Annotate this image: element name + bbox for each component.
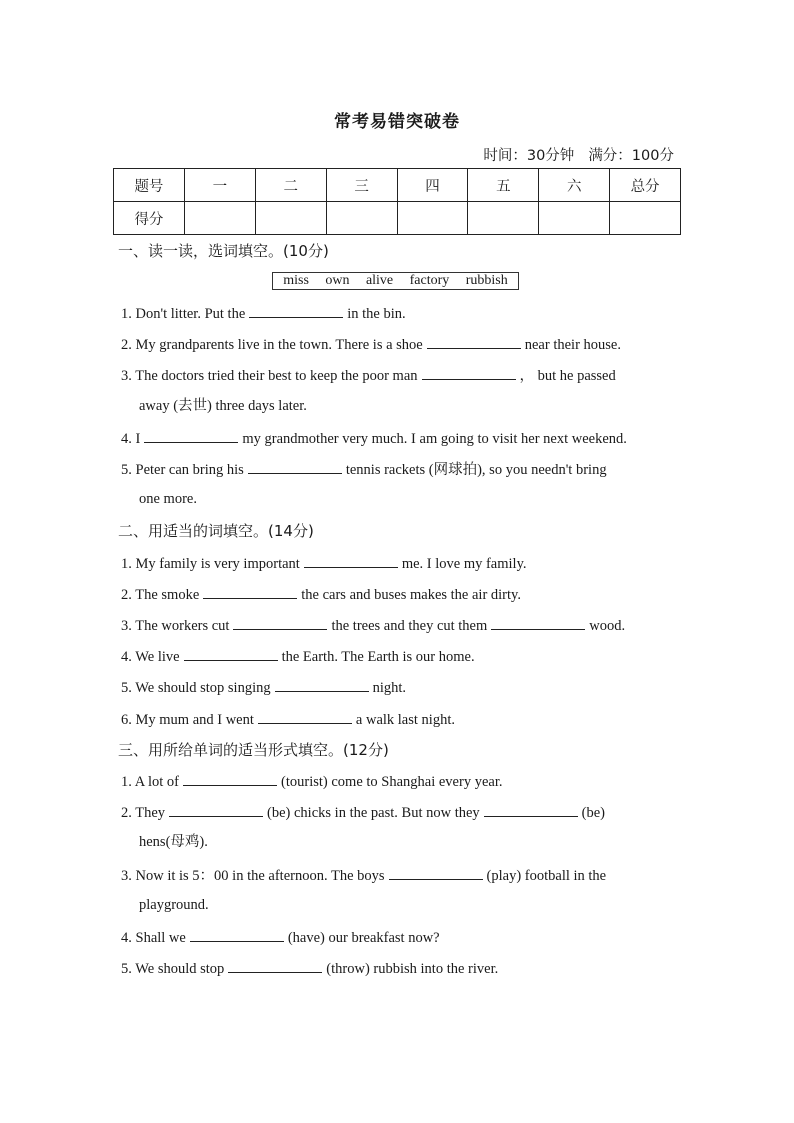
- word-bank-item: rubbish: [465, 273, 508, 288]
- s2-question-2: [121, 584, 673, 604]
- question-text: 5. We should stop: [121, 961, 225, 977]
- question-text: night.: [372, 680, 407, 696]
- section2-heading: 二、用适当的词填空。(14分): [118, 522, 314, 540]
- score-table: [113, 168, 681, 235]
- question-text: the trees and they cut them: [331, 618, 488, 634]
- s1-question-1: [121, 303, 673, 323]
- question-text: (be): [581, 805, 605, 821]
- answer-blank[interactable]: [427, 334, 521, 349]
- header-cell: 六: [539, 169, 610, 202]
- score-table-score-row: [114, 202, 681, 235]
- question-text: 3. Now it is 5：00 in the afternoon. The boys: [121, 868, 385, 884]
- header-cell: 五: [468, 169, 539, 202]
- question-text: near their house.: [524, 337, 621, 353]
- question-text: (tourist) come to Shanghai every year.: [281, 774, 503, 790]
- question-text: me. I love my family.: [401, 556, 527, 572]
- score-cell[interactable]: [539, 202, 610, 235]
- score-label-cell: 得分: [114, 202, 185, 235]
- header-cell: 三: [326, 169, 397, 202]
- question-text: 4. Shall we: [121, 930, 186, 946]
- score-cell[interactable]: [255, 202, 326, 235]
- section1-heading: 一、读一读，选词填空。(10分): [118, 242, 329, 260]
- answer-blank[interactable]: [275, 677, 369, 692]
- question-text: 2. My grandparents live in the town. There is a shoe: [121, 337, 423, 353]
- answer-blank[interactable]: [184, 646, 278, 661]
- answer-blank[interactable]: [422, 365, 516, 380]
- header-cell: 一: [184, 169, 255, 202]
- s3-question-2-cont: hens(母鸡).: [139, 834, 208, 850]
- word-bank-item: factory: [409, 273, 450, 288]
- question-text: (play) football in the: [486, 868, 607, 884]
- answer-blank[interactable]: [258, 709, 352, 724]
- header-cell: 四: [397, 169, 468, 202]
- score-cell[interactable]: [326, 202, 397, 235]
- answer-blank[interactable]: [203, 584, 297, 599]
- page-title: 常考易错突破卷: [334, 112, 460, 132]
- question-text: 3. The workers cut: [121, 618, 230, 634]
- s3-question-5: [121, 958, 673, 978]
- answer-blank[interactable]: [491, 615, 585, 630]
- score-cell[interactable]: [468, 202, 539, 235]
- header-cell: 题号: [114, 169, 185, 202]
- answer-blank[interactable]: [249, 303, 343, 318]
- question-text: (throw) rubbish into the river.: [326, 961, 499, 977]
- question-text: 4. We live: [121, 649, 180, 665]
- question-text: in the bin.: [347, 306, 406, 322]
- s3-question-4: [121, 927, 673, 947]
- answer-blank[interactable]: [144, 428, 238, 443]
- time-limit: 时间：30分钟: [483, 148, 575, 164]
- s2-question-4: [121, 646, 673, 666]
- question-text: 1. Don't litter. Put the: [121, 306, 246, 322]
- answer-blank[interactable]: [169, 802, 263, 817]
- s1-question-5-cont: one more.: [139, 491, 197, 507]
- question-text: 1. My family is very important: [121, 556, 300, 572]
- question-text: the Earth. The Earth is our home.: [281, 649, 475, 665]
- s1-question-4: [121, 428, 673, 448]
- s1-question-5: [121, 459, 673, 479]
- question-text: 5. We should stop singing: [121, 680, 271, 696]
- score-table-header-row: [114, 169, 681, 202]
- s3-question-1: [121, 771, 673, 791]
- s2-question-6: [121, 709, 673, 729]
- s2-question-3: [121, 615, 673, 635]
- question-text: (be) chicks in the past. But now they: [267, 805, 480, 821]
- question-text: my grandmother very much. I am going to visit her next weekend.: [242, 431, 627, 447]
- header-cell: 二: [255, 169, 326, 202]
- header-cell: 总分: [610, 169, 681, 202]
- s1-question-2: [121, 334, 673, 354]
- answer-blank[interactable]: [389, 865, 483, 880]
- answer-blank[interactable]: [190, 927, 284, 942]
- question-text: the cars and buses makes the air dirty.: [301, 587, 521, 603]
- s2-question-1: [121, 553, 673, 573]
- answer-blank[interactable]: [484, 802, 578, 817]
- score-cell[interactable]: [184, 202, 255, 235]
- score-cell[interactable]: [397, 202, 468, 235]
- question-text: 4. I: [121, 431, 141, 447]
- question-text: 6. My mum and I went: [121, 712, 254, 728]
- exam-meta: [483, 144, 674, 165]
- question-text: tennis rackets (网球拍), so you needn't bring: [345, 462, 607, 478]
- s1-question-3: [121, 365, 673, 385]
- question-text: 3. The doctors tried their best to keep the poor man: [121, 368, 418, 384]
- answer-blank[interactable]: [233, 615, 327, 630]
- answer-blank[interactable]: [304, 553, 398, 568]
- s1-question-3-cont: away (去世) three days later.: [139, 398, 307, 414]
- question-text: 2. They: [121, 805, 166, 821]
- s3-question-3-cont: playground.: [139, 897, 209, 913]
- question-text: wood.: [589, 618, 626, 634]
- s3-question-2: [121, 802, 673, 822]
- score-cell[interactable]: [610, 202, 681, 235]
- question-text: ， but he passed: [519, 368, 616, 384]
- full-score: 满分：100分: [588, 148, 674, 164]
- word-bank: [272, 272, 519, 290]
- question-text: (have) our breakfast now?: [287, 930, 440, 946]
- s3-question-3: [121, 865, 673, 885]
- question-text: 5. Peter can bring his: [121, 462, 244, 478]
- s2-question-5: [121, 677, 673, 697]
- word-bank-item: alive: [365, 273, 394, 288]
- answer-blank[interactable]: [228, 958, 322, 973]
- section3-heading: 三、用所给单词的适当形式填空。(12分): [118, 741, 389, 759]
- word-bank-item: own: [325, 273, 350, 288]
- question-text: 1. A lot of: [121, 774, 180, 790]
- question-text: 2. The smoke: [121, 587, 200, 603]
- word-bank-item: miss: [283, 273, 309, 288]
- answer-blank[interactable]: [248, 459, 342, 474]
- question-text: a walk last night.: [355, 712, 455, 728]
- answer-blank[interactable]: [183, 771, 277, 786]
